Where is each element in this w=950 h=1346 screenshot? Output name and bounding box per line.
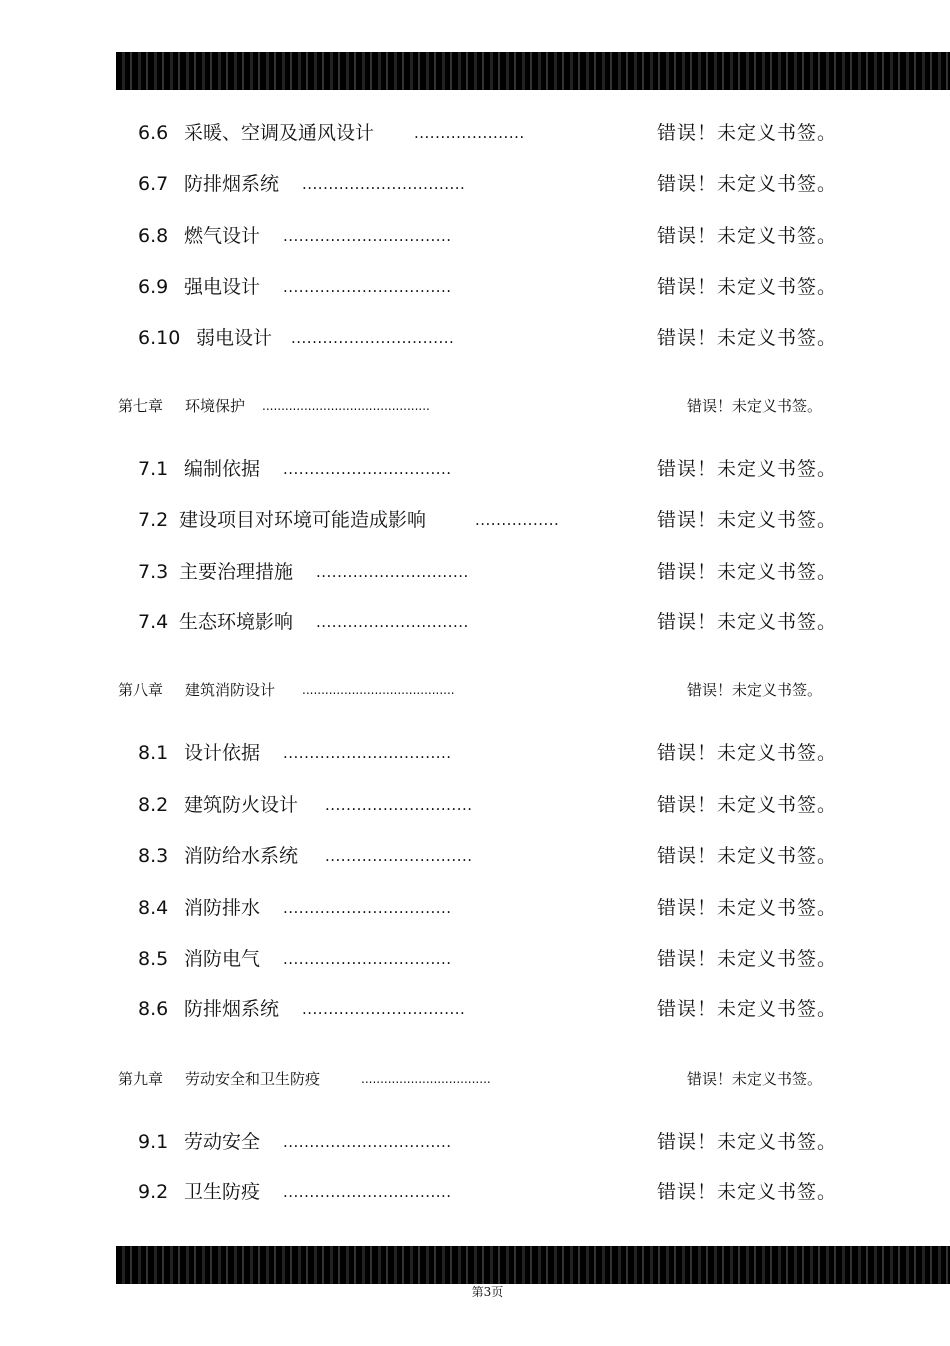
toc-page-ref: 错误！未定义书签。	[687, 681, 823, 699]
toc-entry-8-1[interactable]	[0, 738, 950, 768]
toc-entry-6-6[interactable]	[0, 118, 950, 148]
toc-entry-8-2[interactable]	[0, 790, 950, 820]
toc-leader: ...............................	[302, 175, 466, 193]
toc-title: 弱电设计	[196, 327, 273, 349]
chapter-title: 环境保护	[185, 397, 246, 415]
chapter-number: 第九章	[118, 1070, 164, 1088]
toc-page-ref: 错误！未定义书签。	[657, 998, 838, 1020]
toc-number: 9.2	[138, 1181, 169, 1203]
toc-entry-8-3[interactable]	[0, 841, 950, 871]
toc-leader: ................	[475, 511, 560, 529]
toc-title: 强电设计	[184, 276, 261, 298]
toc-page-ref: 错误！未定义书签。	[687, 397, 823, 415]
toc-leader: ............................	[325, 847, 473, 865]
toc-page-ref: 错误！未定义书签。	[687, 1070, 823, 1088]
toc-leader: .....................	[414, 124, 525, 142]
toc-entry-7-1[interactable]	[0, 454, 950, 484]
toc-number: 7.1	[138, 458, 169, 480]
toc-leader: ................................	[283, 278, 452, 296]
redacted-header-band	[116, 52, 950, 90]
toc-title: 生态环境影响	[179, 611, 294, 633]
toc-entry-7-3[interactable]	[0, 557, 950, 587]
toc-page-ref: 错误！未定义书签。	[657, 173, 838, 195]
toc-entry-8-5[interactable]	[0, 944, 950, 974]
toc-leader: .............................	[316, 613, 469, 631]
toc-page-ref: 错误！未定义书签。	[657, 122, 838, 144]
toc-title: 防排烟系统	[184, 998, 280, 1020]
toc-page-ref: 错误！未定义书签。	[657, 611, 838, 633]
toc-title: 卫生防疫	[184, 1181, 261, 1203]
chapter-title: 劳动安全和卫生防疫	[185, 1070, 321, 1088]
toc-entry-8-4[interactable]	[0, 893, 950, 923]
toc-title: 采暖、空调及通风设计	[184, 122, 375, 144]
toc-number: 8.1	[138, 742, 169, 764]
toc-chapter-7[interactable]	[0, 394, 950, 418]
toc-page-ref: 错误！未定义书签。	[657, 897, 838, 919]
toc-number: 8.4	[138, 897, 169, 919]
toc-entry-9-2[interactable]	[0, 1177, 950, 1207]
toc-number: 6.7	[138, 173, 169, 195]
toc-leader: ........................................	[302, 683, 455, 697]
toc-leader: ................................	[283, 460, 452, 478]
toc-number: 9.1	[138, 1131, 169, 1153]
toc-leader: ................................	[283, 227, 452, 245]
chapter-title: 建筑消防设计	[185, 681, 276, 699]
toc-chapter-9[interactable]	[0, 1067, 950, 1091]
chapter-number: 第七章	[118, 397, 164, 415]
toc-number: 6.9	[138, 276, 169, 298]
toc-number: 6.8	[138, 225, 169, 247]
toc-title: 设计依据	[184, 742, 261, 764]
toc-page-ref: 错误！未定义书签。	[657, 509, 838, 531]
chapter-number: 第八章	[118, 681, 164, 699]
toc-page-ref: 错误！未定义书签。	[657, 794, 838, 816]
toc-number: 7.2	[138, 509, 169, 531]
toc-page-ref: 错误！未定义书签。	[657, 1131, 838, 1153]
toc-page-ref: 错误！未定义书签。	[657, 561, 838, 583]
page-number: 第3页	[471, 1285, 504, 1299]
toc-number: 7.3	[138, 561, 169, 583]
toc-entry-7-4[interactable]	[0, 607, 950, 637]
toc-page-ref: 错误！未定义书签。	[657, 845, 838, 867]
toc-title: 建设项目对环境可能造成影响	[179, 509, 427, 531]
toc-title: 消防给水系统	[184, 845, 299, 867]
toc-leader: ..................................	[361, 1072, 491, 1086]
toc-entry-7-2[interactable]	[0, 505, 950, 535]
toc-entry-9-1[interactable]	[0, 1127, 950, 1157]
toc-page-ref: 错误！未定义书签。	[657, 948, 838, 970]
toc-title: 燃气设计	[184, 225, 261, 247]
toc-title: 防排烟系统	[184, 173, 280, 195]
toc-number: 8.2	[138, 794, 169, 816]
toc-title: 主要治理措施	[179, 561, 294, 583]
toc-leader: ...............................	[302, 1000, 466, 1018]
toc-number: 7.4	[138, 611, 169, 633]
toc-page-ref: 错误！未定义书签。	[657, 276, 838, 298]
toc-chapter-8[interactable]	[0, 678, 950, 702]
toc-leader: ................................	[283, 744, 452, 762]
toc-leader: ............................	[325, 796, 473, 814]
toc-page-ref: 错误！未定义书签。	[657, 225, 838, 247]
toc-entry-6-8[interactable]	[0, 221, 950, 251]
toc-page-ref: 错误！未定义书签。	[657, 327, 838, 349]
toc-page-ref: 错误！未定义书签。	[657, 458, 838, 480]
toc-number: 8.5	[138, 948, 169, 970]
toc-entry-6-10[interactable]	[0, 323, 950, 353]
toc-page-ref: 错误！未定义书签。	[657, 1181, 838, 1203]
toc-number: 6.10	[138, 327, 181, 349]
toc-leader: ...............................	[291, 329, 455, 347]
toc-number: 6.6	[138, 122, 169, 144]
toc-entry-6-7[interactable]	[0, 169, 950, 199]
toc-page-ref: 错误！未定义书签。	[657, 742, 838, 764]
toc-leader: ............................................	[262, 399, 430, 413]
redacted-footer-band	[116, 1246, 950, 1284]
toc-title: 建筑防火设计	[184, 794, 299, 816]
toc-leader: ................................	[283, 899, 452, 917]
toc-title: 消防排水	[184, 897, 261, 919]
toc-number: 8.6	[138, 998, 169, 1020]
toc-leader: ................................	[283, 1133, 452, 1151]
toc-number: 8.3	[138, 845, 169, 867]
toc-leader: .............................	[316, 563, 469, 581]
toc-title: 消防电气	[184, 948, 261, 970]
toc-title: 劳动安全	[184, 1131, 261, 1153]
toc-title: 编制依据	[184, 458, 261, 480]
toc-leader: ................................	[283, 1183, 452, 1201]
toc-leader: ................................	[283, 950, 452, 968]
toc-entry-8-6[interactable]	[0, 994, 950, 1024]
toc-entry-6-9[interactable]	[0, 272, 950, 302]
